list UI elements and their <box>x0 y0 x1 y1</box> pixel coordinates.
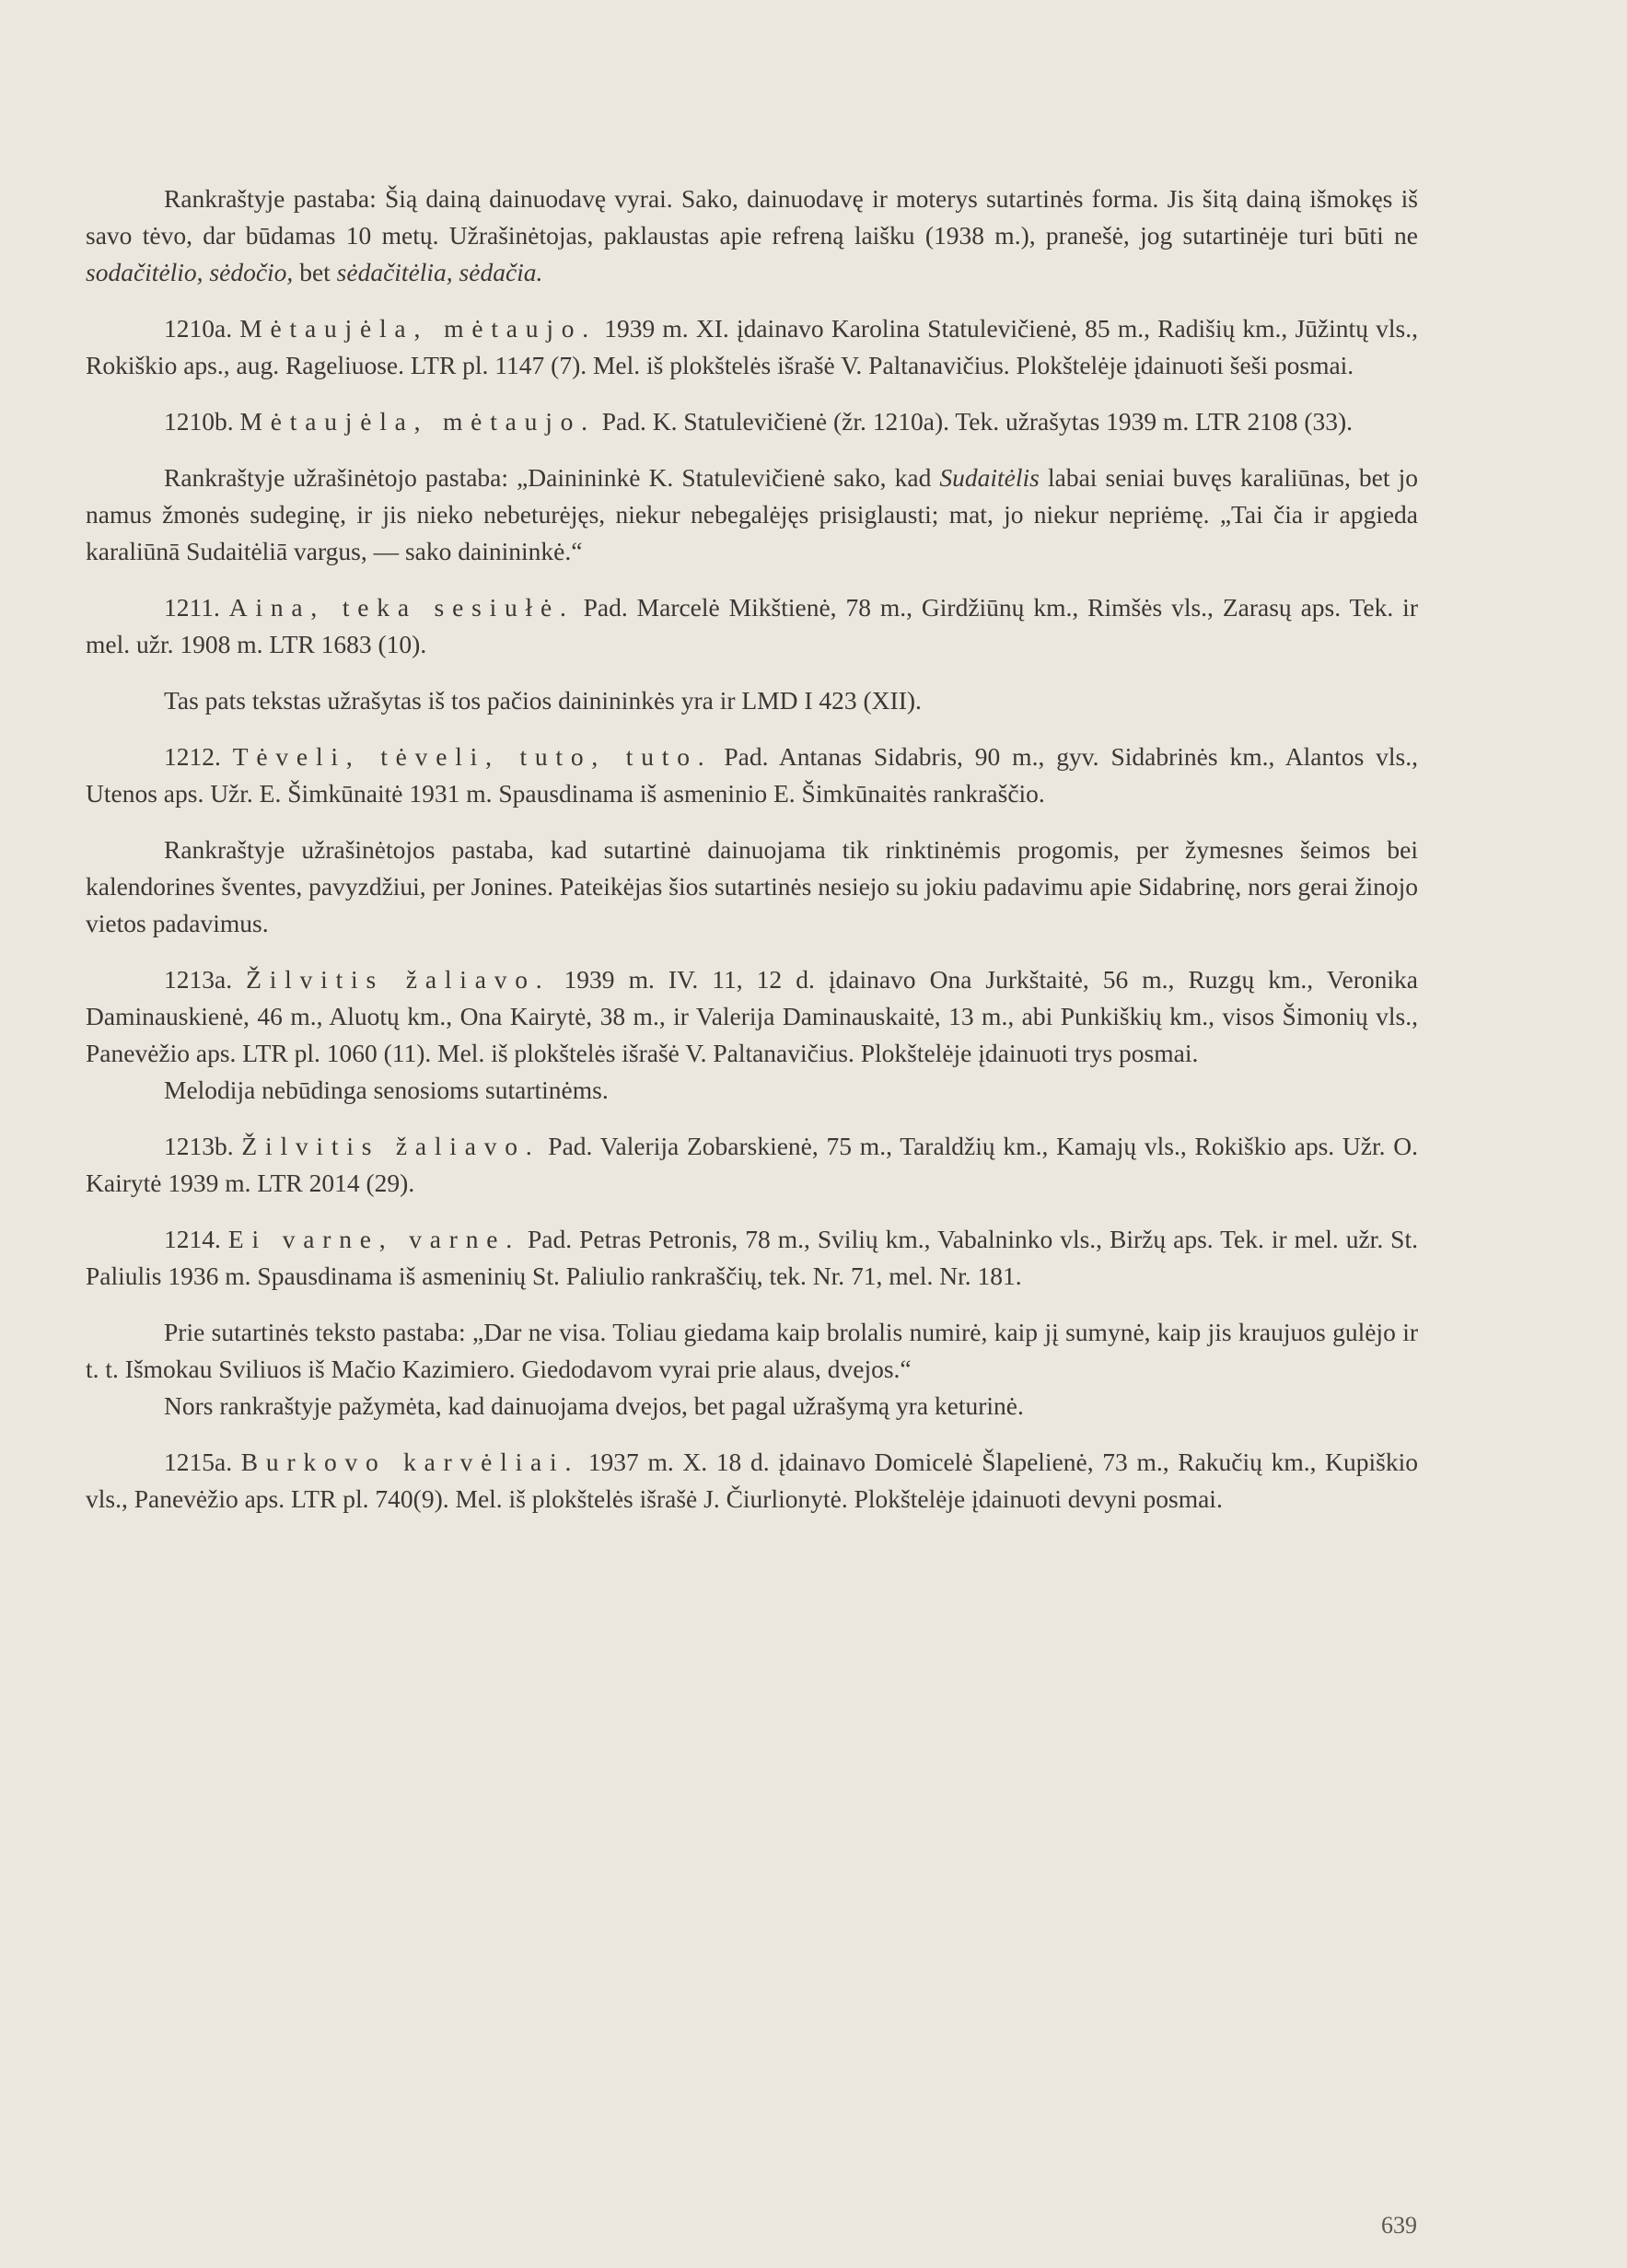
catalog-entry <box>86 1128 1418 1202</box>
text-run: 1213a. <box>164 965 247 994</box>
note-paragraph <box>86 832 1418 942</box>
text-run: Pad. Valerija Zobarskienė, 75 m., Taraldžių km., Kamajų vls., Rokiškio aps. Užr. O. Kairytė 1939 m. LTR 2014 (29). <box>86 1132 1419 1197</box>
note-paragraph <box>86 180 1418 291</box>
text-run: 1939 m. IV. 11, 12 d. įdainavo Ona Jurkštaitė, 56 m., Ruzgų km., Veronika Daminauskienė, 46 m., Aluotų km., Ona Kairytė, 38 m., ir Valerija Daminauskaitė, 13 m., abi Punkiškių km., visos Šimonių vls., Panevėžio aps. LTR pl. 1060 (11). Mel. iš plokštelės išrašė V. Paltanavičius. Plokštelėje įdainuoti trys posmai. <box>86 965 1418 1067</box>
text-run: Pad. Petras Petronis, 78 m., Svilių km., Vabalninko vls., Biržų aps. Tek. ir mel. užr. St. Paliulis 1936 m. Spausdinama iš asmeninių St. Paliulio rankraščių, tek. Nr. 71, mel. Nr. 181. <box>86 1225 1418 1290</box>
song-title: Žilvitis žaliavo. <box>246 965 551 994</box>
catalog-entry <box>86 403 1418 440</box>
page-text <box>86 180 1418 1518</box>
catalog-entry <box>86 961 1418 1072</box>
song-title: Ei varne, varne. <box>227 1225 520 1253</box>
text-run: 1210b. <box>164 407 240 436</box>
text-run: Rankraštyje užrašinėtojos pastaba, kad sutartinė dainuojama tik rinktinėmis progomis, per žymesnes šeimos bei kalendorines šventes, pavyzdžiui, per Jonines. Pateikėjas šios sutartinės nesiejo su jokiu padavimu apie Sidabrinę, nors gerai žinojo vietos padavimus. <box>86 835 1418 937</box>
song-title: Burkovo karvėliai. <box>240 1448 580 1476</box>
note-paragraph <box>86 1072 1418 1109</box>
catalog-entry <box>86 1221 1418 1295</box>
song-title: Tėveli, tėveli, tuto, tuto. <box>232 742 713 771</box>
catalog-entry <box>86 589 1418 663</box>
text-run: Pad. Antanas Sidabris, 90 m., gyv. Sidabrinės km., Alantos vls., Utenos aps. Užr. E. Šimkūnaitė 1931 m. Spausdinama iš asmeninio E. Šimkūnaitės rankraščio. <box>86 742 1419 808</box>
song-title: Mėtaujėla, mėtaujo. <box>239 314 597 343</box>
note-paragraph <box>86 1388 1418 1425</box>
text-run: Pad. Marcelė Mikštienė, 78 m., Girdžiūnų km., Rimšės vls., Zarasų aps. Tek. ir mel. užr. 1908 m. LTR 1683 (10). <box>86 593 1418 658</box>
text-run: Melodija nebūdinga senosioms sutartinėms. <box>164 1076 609 1104</box>
song-title: Žilvitis žaliavo. <box>241 1132 540 1160</box>
text-run: 1214. <box>164 1225 228 1253</box>
text-run: 1212. <box>164 742 233 771</box>
text-run: Rankraštyje pastaba: Šią dainą dainuodavę vyrai. Sako, dainuodavę ir moterys sutartinės forma. Jis šitą dainą išmokęs iš savo tėvo, dar būdamas 10 metų. Užrašinėtojas, paklaustas apie refreną laišku (1938 m.), pranešė, jog sutartinėje turi būti ne <box>86 184 1418 250</box>
text-run: Tas pats tekstas užrašytas iš tos pačios dainininkės yra ir LMD I 423 (XII). <box>164 686 922 715</box>
text-run: 1215a. <box>164 1448 241 1476</box>
note-paragraph <box>86 1314 1418 1388</box>
text-run: Pad. K. Statulevičienė (žr. 1210a). Tek. užrašytas 1939 m. LTR 2108 (33). <box>595 407 1354 436</box>
note-paragraph <box>86 682 1418 719</box>
italic-term: Sudaitėlis <box>939 463 1040 492</box>
page-number: 639 <box>1381 2212 1417 2239</box>
song-title: Aina, teka sesiułė. <box>228 593 575 622</box>
text-run: 1210a. <box>164 314 240 343</box>
note-paragraph <box>86 459 1418 570</box>
text-run: 1213b. <box>164 1132 242 1160</box>
catalog-entry <box>86 1444 1418 1518</box>
text-run: Prie sutartinės teksto pastaba: „Dar ne visa. Toliau giedama kaip brolalis numirė, kaip jį sumynė, kaip jis kraujuos gulėjo ir t. t. Išmokau Sviliuos iš Mačio Kazimiero. Giedodavom vyrai prie alaus, dvejos.“ <box>86 1318 1418 1383</box>
italic-term: sėdačitėlia, sėdačia. <box>336 258 543 286</box>
text-run: 1211. <box>164 593 229 622</box>
text-run: bet <box>293 258 337 286</box>
catalog-entry <box>86 739 1418 812</box>
song-title: Mėtaujėla, mėtaujo. <box>239 407 596 436</box>
text-run: labai seniai buvęs karaliūnas, bet jo namus žmonės sudeginę, ir jis nieko nebeturėjęs, niekur nebegalėjęs prisiglausti; mat, jo niekur nepriėmę. „Tai čia ir apgieda karaliūnā Sudaitėliā vargus, — sako dainininkė.“ <box>86 463 1418 565</box>
text-run: 1939 m. XI. įdainavo Karolina Statulevičienė, 85 m., Radišių km., Jūžintų vls., Rokiškio aps., aug. Rageliuose. LTR pl. 1147 (7). Mel. iš plokštelės išrašė V. Paltanavičius. Plokštelėje įdainuoti šeši posmai. <box>86 314 1418 379</box>
text-run: 1937 m. X. 18 d. įdainavo Domicelė Šlapelienė, 73 m., Rakučių km., Kupiškio vls., Panevėžio aps. LTR pl. 740(9). Mel. iš plokštelės išrašė J. Čiurlionytė. Plokštelėje įdainuoti devyni posmai. <box>86 1448 1418 1513</box>
italic-term: sodačitėlio, sėdočio, <box>86 258 294 286</box>
catalog-entry <box>86 310 1418 384</box>
text-run: Nors rankraštyje pažymėta, kad dainuojama dvejos, bet pagal užrašymą yra keturinė. <box>164 1391 1024 1420</box>
text-run: Rankraštyje užrašinėtojo pastaba: „Dainininkė K. Statulevičienė sako, kad <box>164 463 940 492</box>
